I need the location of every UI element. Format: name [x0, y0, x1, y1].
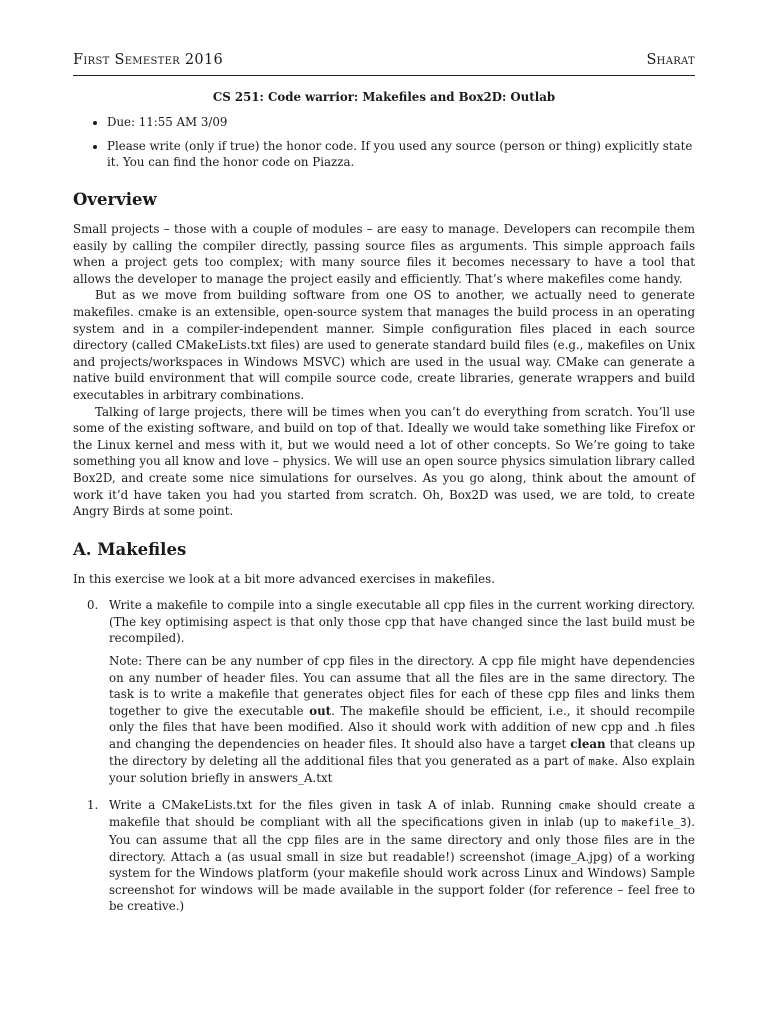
task1-part-b: should create a makefile that should be compliant with all the specifications given in inlab (up to — [109, 797, 695, 830]
header-semester: First Semester 2016 — [73, 52, 224, 68]
note-clean: clean — [570, 737, 606, 752]
note-out: out — [309, 703, 332, 718]
task-item-1 — [87, 797, 695, 915]
makefiles-intro: In this exercise we look at a bit more advanced exercises in makefiles. — [73, 571, 495, 586]
task1-cmake: cmake — [558, 798, 591, 812]
overview-paragraph-1: Small projects – those with a couple of modules – are easy to manage. Developers can recompile them easily by calling the compiler directly, passing source files as arguments. This simple approach fails when a project gets too complex; with many source files it becomes necessary to have a tool that allows the developer to manage the project easily and efficiently. That’s where makefiles come handy. — [73, 222, 695, 286]
task-note — [109, 653, 695, 787]
overview-paragraph-2: But as we move from building software from one OS to another, we actually need to generate makefiles. cmake is an extensible, open-source system that manages the build process in an operating system and in a compiler-independent manner. Simple configuration files placed in each source directory (called CMakeLists.txt files) are used to generate standard build files (e.g., makefiles on Unix and projects/workspaces in Windows MSVC) which are used in the usual way. CMake can generate a native build environment that will compile source code, create libraries, generate wrappers and build executables in arbitrary combinations. — [73, 288, 695, 402]
document-title: CS 251: Code warrior: Makefiles and Box2D: Outlab — [212, 90, 556, 104]
note-part-c: that cleans up the directory by deleting all the additional files that you generated as a part of — [109, 737, 696, 768]
due-date-bullet: • Due: 11:55 AM 3/09 — [107, 114, 695, 130]
note-part-d: . Also explain your solution briefly in answers_A.txt — [109, 753, 695, 786]
task1-part-c: ). You can assume that all the cpp files are in the same directory and only those files are in the directory. Attach a (as usual small in size but readable!) screenshot (image_A.jpg) of a working system for the Windows platform (your makefile should work across Linux and Windows) Sample screenshot for windows will be made available in the support folder (for reference – feel free to be creative.) — [109, 815, 695, 914]
note-make: make — [588, 754, 615, 768]
makefiles-heading: A. Makefiles — [73, 539, 187, 559]
task1-makefile3: makefile_3 — [621, 816, 687, 830]
overview-paragraph-3: Talking of large projects, there will be times when you can’t do everything from scratch. You’ll use some of the existing software, and build on top of that. Ideally we would take something like Firefox or the Linux kernel and mess with it, but we would need a lot of other concepts. So We’re going to take something you all know and love – physics. We will use an open source physics simulation library called Box2D, and create some nice simulations for ourselves. As you go along, think about the amount of work it’d have taken you had you started from scratch. Oh, Box2D was used, we are told, to create Angry Birds at some point. — [73, 404, 695, 519]
document-page — [73, 52, 695, 925]
task-text — [109, 797, 695, 915]
task-text: Write a makefile to compile into a single executable all cpp files in the current working directory. (The key optimising aspect is that only those cpp that have changed since the last build must be recompiled). — [109, 598, 695, 646]
honor-code-bullet: • Please write (only if true) the honor code. If you used any source (person or thing) explicitly state it. You can find the honor code on Piazza. — [107, 138, 695, 170]
header-author: Sharat — [646, 52, 695, 68]
task-number: 0. — [87, 598, 99, 613]
info-bullets — [73, 114, 695, 170]
note-part-b: . The makefile should be efficient, i.e., it should recompile only the files that have been modified. Also it should work with addition of new cpp and .h files and changing the dependencies on header files. It should also have a target — [109, 703, 695, 752]
task1-part-a: Write a CMakeLists.txt for the files given in task A of inlab. Running — [109, 797, 559, 812]
note-part-a: Note: There can be any number of cpp files in the directory. A cpp file might have dependencies on any number of header files. You can assume that all the files are in the same directory. The task is to write a makefile that generates object files for each of these cpp files and links them together to give the executable — [109, 654, 695, 718]
task-item-0 — [87, 597, 696, 787]
overview-heading: Overview — [73, 190, 157, 209]
task-list — [73, 597, 695, 915]
running-header — [73, 52, 695, 76]
task-number: 1. — [87, 797, 99, 812]
